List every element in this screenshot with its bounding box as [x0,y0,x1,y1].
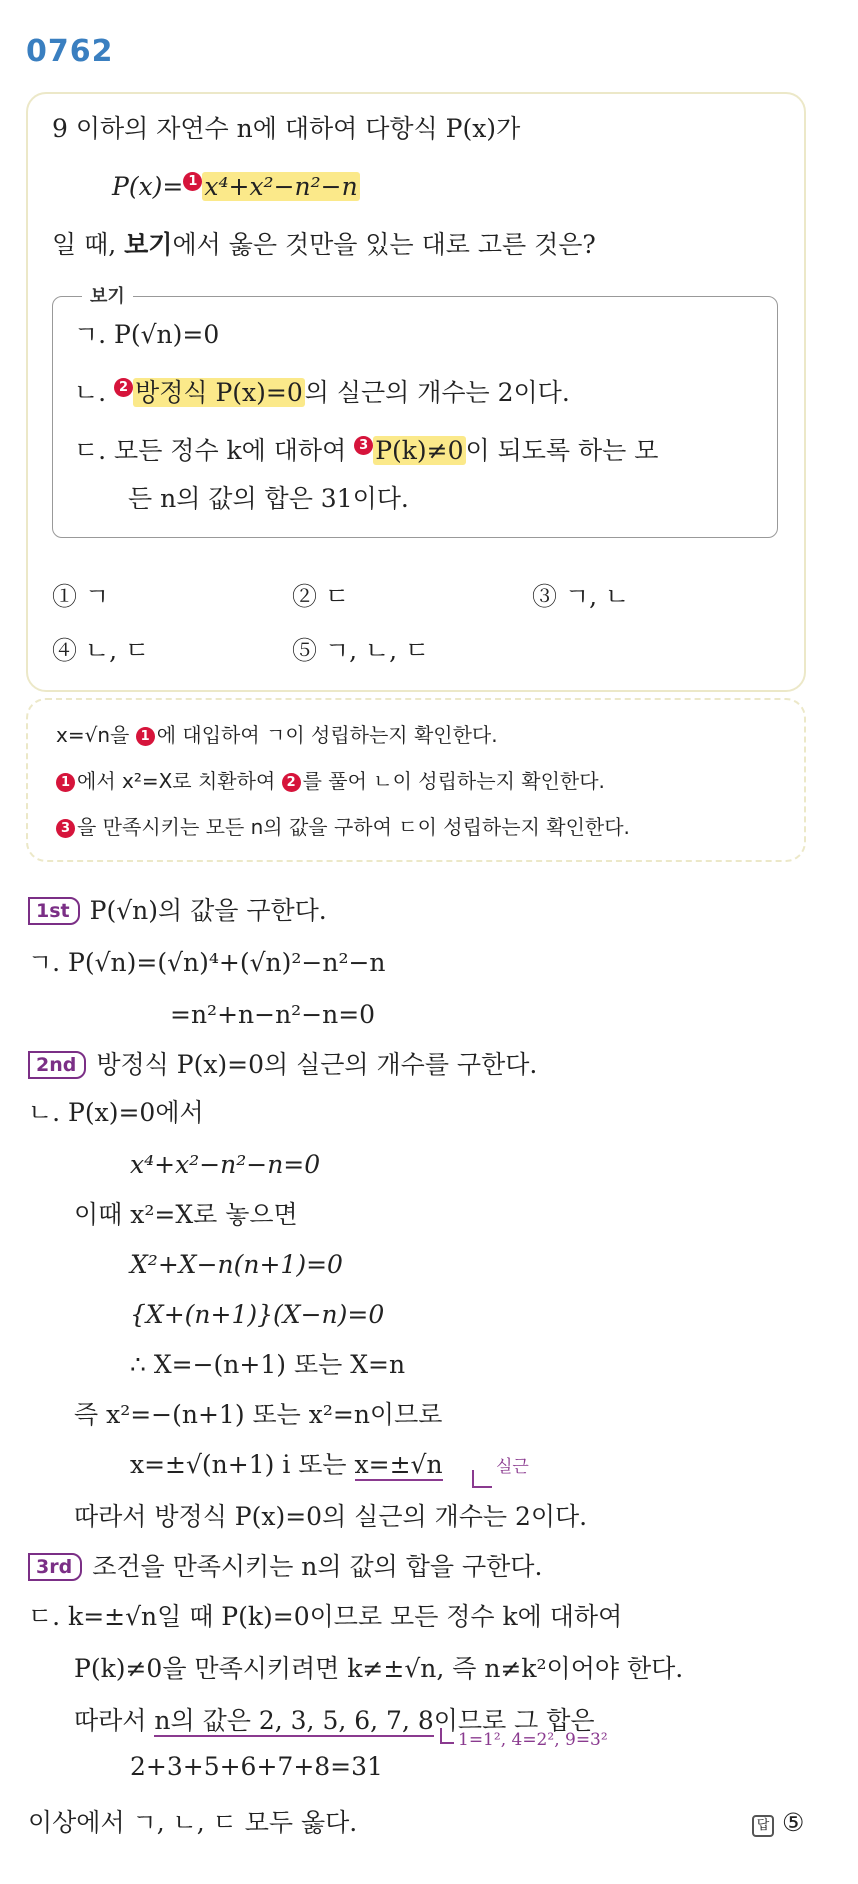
answer-label-icon: 답 [752,1815,774,1837]
step3-line3: 따라서 n의 값은 2, 3, 5, 6, 7, 8이므로 그 합은 [74,1706,595,1735]
step3-badge: 3rd [28,1553,82,1581]
marker-2-icon: 2 [114,378,133,397]
bogi-item-a: ㄱ. P(√n)=0 [74,320,220,349]
marker-1-icon: 1 [183,172,202,191]
step1-line1: ㄱ. P(√n)=(√n)⁴+(√n)²−n²−n [28,948,386,977]
answer [752,1806,804,1840]
equation-right-highlight: x⁴+x²−n²−n [204,172,358,201]
step3-line2: P(k)≠0을 만족시키려면 k≠±√n, 즉 n≠k²이어야 한다. [74,1654,684,1683]
real-root-note: 실근 [496,1457,529,1477]
step2-line9: 따라서 방정식 P(x)=0의 실근의 개수는 2이다. [74,1502,588,1531]
step1-line2: =n²+n−n²−n=0 [170,1000,376,1029]
problem-statement-line1: 9 이하의 자연수 n에 대하여 다항식 P(x)가 [52,114,521,143]
bogi-item-b-highlight: 방정식 P(x)=0 [135,378,303,407]
real-root-bracket [472,1470,492,1488]
n-values-bracket [440,1728,454,1744]
problem-number: 0762 [26,34,114,69]
problem-question: 일 때, 보기에서 옳은 것만을 있는 대로 고른 것은? [52,230,596,259]
bogi-label: 보기 [82,282,133,308]
bogi-item-c-line2: 든 n의 값의 합은 31이다. [128,484,409,513]
conclusion: 이상에서 ㄱ, ㄴ, ㄷ 모두 옳다. [28,1808,358,1837]
bogi-item-c-highlight: P(k)≠0 [375,436,464,465]
bogi-keyword: 보기 [124,230,173,259]
polynomial-equation [112,170,360,204]
hint-line2: 1 에서 x²=X로 치환하여 2 를 풀어 ㄴ이 성립하는지 확인한다. [56,764,605,798]
step3-heading: 3rd 조건을 만족시키는 n의 값의 합을 구한다. [28,1550,542,1584]
step3-line1: ㄷ. k=±√n일 때 P(k)=0이므로 모든 정수 k에 대하여 [28,1602,623,1631]
step2-line4: X²+X−n(n+1)=0 [130,1250,343,1279]
bogi-item-c: ㄷ. 모든 정수 k에 대하여 3 P(k)≠0이 되도록 하는 모 [74,436,659,465]
step3-line4: 2+3+5+6+7+8=31 [130,1752,383,1781]
equation-left: P(x)= [112,172,184,201]
n-values-underline: n의 값은 2, 3, 5, 6, 7, 8 [154,1706,434,1735]
choice-4[interactable]: ④ ㄴ, ㄷ [52,636,150,665]
n-values-note: 1=1², 4=2², 9=3² [458,1730,608,1750]
bogi-item-b: ㄴ. 2 방정식 P(x)=0의 실근의 개수는 2이다. [74,378,570,407]
step2-heading: 2nd 방정식 P(x)=0의 실근의 개수를 구한다. [28,1048,537,1082]
step2-line1: ㄴ. P(x)=0에서 [28,1098,204,1127]
step2-line8: x=±√(n+1) i 또는 x=±√n [130,1450,443,1479]
marker-3-icon: 3 [354,436,373,455]
hint-line1: x=√n을 1 에 대입하여 ㄱ이 성립하는지 확인한다. [56,723,498,747]
step1-badge: 1st [28,897,80,925]
choice-5[interactable]: ⑤ ㄱ, ㄴ, ㄷ [292,636,430,665]
real-root-underline: x=±√n [354,1450,443,1479]
marker-1-icon: 1 [136,727,155,746]
step2-line7: 즉 x²=−(n+1) 또는 x²=n이므로 [74,1400,443,1429]
marker-3-icon: 3 [56,819,75,838]
step2-badge: 2nd [28,1051,86,1079]
step2-line3: 이때 x²=X로 놓으면 [74,1200,298,1229]
step1-heading: 1st P(√n)의 값을 구한다. [28,894,327,928]
step2-line5: {X+(n+1)}(X−n)=0 [130,1300,385,1329]
marker-2-icon: 2 [282,773,301,792]
step2-line6: ∴ X=−(n+1) 또는 X=n [130,1350,406,1379]
marker-1-icon: 1 [56,773,75,792]
choice-1[interactable]: ① ㄱ [52,582,110,611]
hint-line3: 3 을 만족시키는 모든 n의 값을 구하여 ㄷ이 성립하는지 확인한다. [56,810,630,844]
choice-3[interactable]: ③ ㄱ, ㄴ [532,582,630,611]
step2-line2: x⁴+x²−n²−n=0 [130,1150,321,1179]
choice-2[interactable]: ② ㄷ [292,582,350,611]
answer-value: ⑤ [781,1808,805,1837]
